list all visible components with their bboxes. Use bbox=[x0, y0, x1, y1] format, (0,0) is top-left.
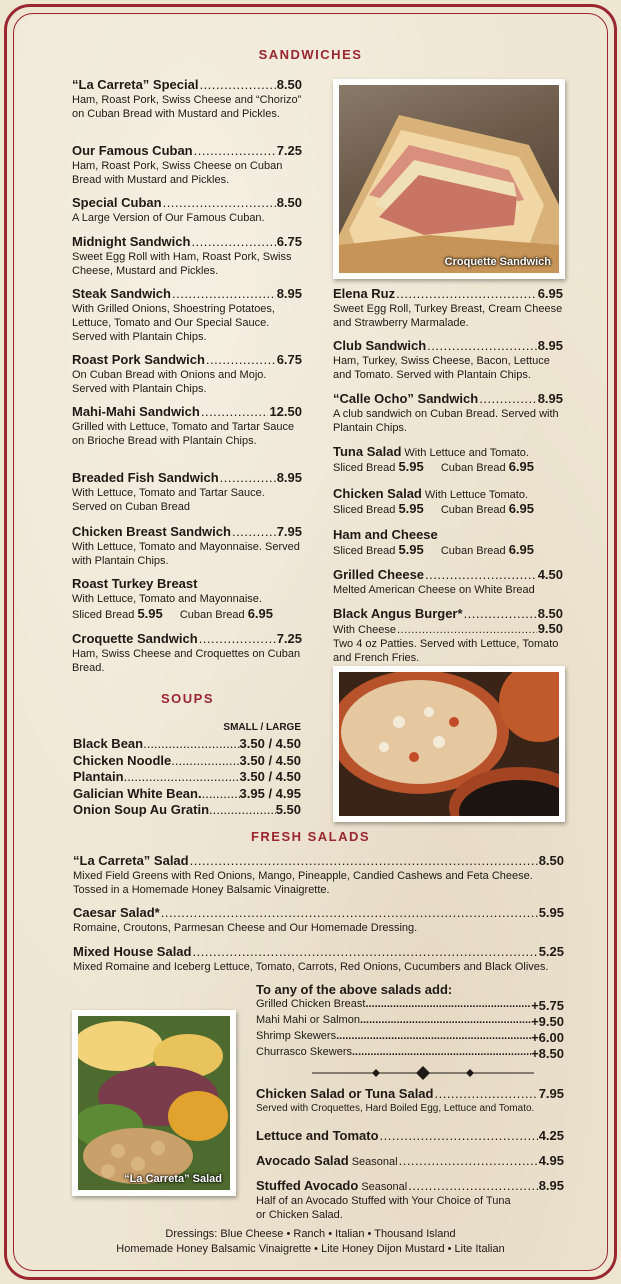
item-price: 5.95 bbox=[538, 905, 564, 920]
addon-name: Churrasco Skewers bbox=[256, 1046, 352, 1058]
item-price: 8.95 bbox=[276, 286, 302, 301]
item-name: Mahi-Mahi Sandwich bbox=[72, 404, 200, 419]
cuban-bread-label: Cuban Bread bbox=[440, 462, 506, 474]
photo-caption: Croquette Sandwich bbox=[444, 256, 551, 268]
item-price: 4.25 bbox=[538, 1128, 564, 1143]
sliced-bread-price: 5.95 bbox=[398, 542, 424, 557]
salad-addon-item bbox=[256, 1030, 564, 1045]
item-price: 4.50 bbox=[537, 567, 563, 582]
item-name: Our Famous Cuban bbox=[72, 143, 193, 158]
croquette-sandwich-photo bbox=[333, 79, 565, 279]
cuban-bread-label: Cuban Bread bbox=[440, 504, 506, 516]
menu-item bbox=[72, 195, 302, 225]
item-name: “La Carreta” Special bbox=[72, 77, 199, 92]
soup-name: Onion Soup Au Gratin bbox=[73, 802, 210, 817]
soup-item bbox=[73, 736, 301, 751]
soups-photo bbox=[333, 666, 565, 822]
cuban-bread-label: Cuban Bread bbox=[179, 609, 245, 621]
item-description: Melted American Cheese on White Bread bbox=[333, 584, 535, 596]
menu-item bbox=[256, 1086, 564, 1116]
item-name: Chicken Breast Sandwich bbox=[72, 524, 231, 539]
menu-item bbox=[256, 1128, 564, 1143]
item-description: A club sandwich on Cuban Bread. Served with Plantain Chips. bbox=[333, 408, 559, 434]
item-name: Steak Sandwich bbox=[72, 286, 171, 301]
item-name: Tuna Salad bbox=[333, 444, 402, 459]
addon-price: +9.50 bbox=[531, 1014, 564, 1029]
with-cheese-price: 9.50 bbox=[537, 621, 563, 636]
item-name: Lettuce and Tomato bbox=[256, 1128, 379, 1143]
salads-heading: FRESH SALADS bbox=[250, 829, 371, 844]
item-description: Two 4 oz Patties. Served with Lettuce, Tomato and French Fries. bbox=[333, 638, 559, 664]
item-bread-prices bbox=[333, 459, 563, 476]
soup-item bbox=[73, 753, 301, 768]
addon-price: +5.75 bbox=[531, 998, 564, 1013]
item-note: With Lettuce and Tomato. bbox=[404, 447, 529, 459]
salad-addon-item bbox=[256, 1046, 564, 1061]
dressings-line-2: Homemade Honey Balsamic Vinaigrette • Lite Honey Dijon Mustard • Lite Italian bbox=[116, 1243, 505, 1255]
sliced-bread-price: 5.95 bbox=[398, 459, 424, 474]
menu-item bbox=[256, 1153, 564, 1168]
item-bread-prices bbox=[72, 606, 302, 623]
with-cheese-label: With Cheese bbox=[333, 624, 396, 636]
soups-heading: SOUPS bbox=[160, 691, 214, 706]
item-name: Roast Turkey Breast bbox=[72, 576, 198, 591]
menu-item bbox=[73, 944, 564, 974]
menu-item bbox=[333, 444, 563, 476]
item-description: A Large Version of Our Famous Cuban. bbox=[72, 212, 265, 224]
item-name: Avocado Salad bbox=[256, 1153, 349, 1168]
soup-price: 3.95 / 4.95 bbox=[239, 786, 301, 801]
menu-item bbox=[333, 338, 563, 382]
addon-name: Shrimp Skewers bbox=[256, 1030, 337, 1042]
salad-addon-item bbox=[256, 998, 564, 1013]
item-description: Sweet Egg Roll, Turkey Breast, Cream Cheese and Strawberry Marmalade. bbox=[333, 303, 563, 329]
menu-item bbox=[333, 286, 563, 330]
menu-item bbox=[333, 527, 563, 559]
item-name: Club Sandwich bbox=[333, 338, 427, 353]
item-description: With Lettuce, Tomato and Tartar Sauce. Served on Cuban Bread bbox=[72, 487, 265, 513]
addon-price: +6.00 bbox=[531, 1030, 564, 1045]
item-note: With Lettuce Tomato. bbox=[424, 489, 528, 501]
item-price: 8.95 bbox=[538, 1178, 564, 1193]
item-name: “Calle Ocho” Sandwich bbox=[333, 391, 479, 406]
soup-name: Galician White Bean. bbox=[73, 786, 202, 801]
item-price: 8.50 bbox=[538, 853, 564, 868]
cuban-bread-label: Cuban Bread bbox=[440, 545, 506, 557]
menu-item bbox=[73, 853, 564, 897]
item-name: Stuffed Avocado bbox=[256, 1178, 359, 1193]
soup-price: 3.50 / 4.50 bbox=[239, 736, 301, 751]
item-price: 8.95 bbox=[537, 391, 563, 406]
addon-name: Grilled Chicken Breast bbox=[256, 998, 366, 1010]
menu-item bbox=[333, 486, 563, 518]
menu-item bbox=[333, 391, 563, 435]
item-name: “La Carreta” Salad bbox=[73, 853, 189, 868]
salad-addons-title: To any of the above salads add: bbox=[256, 982, 453, 997]
menu-item bbox=[72, 352, 302, 396]
photo-caption: “La Carreta” Salad bbox=[124, 1173, 222, 1185]
la-carreta-salad-photo bbox=[72, 1010, 236, 1196]
salad-illustration bbox=[78, 1016, 230, 1190]
menu-item bbox=[72, 524, 302, 568]
item-price: 5.25 bbox=[538, 944, 564, 959]
menu-item bbox=[72, 234, 302, 278]
sliced-bread-label: Sliced Bread bbox=[333, 462, 396, 474]
item-price: 4.95 bbox=[538, 1153, 564, 1168]
item-price: 7.95 bbox=[538, 1086, 564, 1101]
soup-item bbox=[73, 786, 301, 801]
item-name: Chicken Salad or Tuna Salad bbox=[256, 1086, 434, 1101]
sliced-bread-label: Sliced Bread bbox=[72, 609, 135, 621]
item-description: On Cuban Bread with Onions and Mojo. Served with Plantain Chips. bbox=[72, 369, 267, 395]
menu-item bbox=[72, 77, 302, 121]
menu-item bbox=[333, 606, 563, 665]
sliced-bread-price: 5.95 bbox=[137, 606, 163, 621]
item-bread-prices bbox=[333, 501, 563, 518]
item-description: Served with Croquettes, Hard Boiled Egg, Lettuce and Tomato. bbox=[256, 1103, 535, 1114]
item-price: 7.25 bbox=[276, 631, 302, 646]
item-description: With Lettuce, Tomato and Mayonnaise. bbox=[72, 593, 262, 605]
menu-item bbox=[333, 567, 563, 597]
sliced-bread-label: Sliced Bread bbox=[333, 545, 396, 557]
item-description: Grilled with Lettuce, Tomato and Tartar Sauce on Brioche Bread with Plantain Chips. bbox=[72, 421, 295, 447]
item-description: With Lettuce, Tomato and Mayonnaise. Served with Plantain Chips. bbox=[72, 541, 300, 567]
menu-item bbox=[72, 404, 302, 448]
item-price: 12.50 bbox=[269, 404, 302, 419]
item-price: 8.95 bbox=[537, 338, 563, 353]
soup-item bbox=[73, 769, 301, 784]
dressings-line-1: Dressings: Blue Cheese • Ranch • Italian • Thousand Island bbox=[165, 1228, 456, 1240]
item-description: With Grilled Onions, Shoestring Potatoes, Lettuce, Tomato and Our Special Sauce. Served with Plantain Chips. bbox=[72, 303, 275, 343]
menu-item bbox=[72, 143, 302, 187]
soup-bowls-illustration bbox=[339, 672, 559, 816]
item-name: Croquette Sandwich bbox=[72, 631, 198, 646]
menu-item bbox=[72, 631, 302, 675]
soup-price: 5.50 bbox=[275, 802, 301, 817]
item-description: Ham, Turkey, Swiss Cheese, Bacon, Lettuce and Tomato. Served with Plantain Chips. bbox=[333, 355, 550, 381]
item-name: Special Cuban bbox=[72, 195, 162, 210]
item-name: Caesar Salad* bbox=[73, 905, 160, 920]
menu-item bbox=[72, 286, 302, 344]
soup-name: Chicken Noodle bbox=[73, 753, 172, 768]
item-description: Romaine, Croutons, Parmesan Cheese and Our Homemade Dressing. bbox=[73, 922, 418, 934]
item-name: Chicken Salad bbox=[333, 486, 422, 501]
soup-item bbox=[73, 802, 301, 817]
item-price: 7.25 bbox=[276, 143, 302, 158]
sliced-bread-price: 5.95 bbox=[398, 501, 424, 516]
item-price: 8.50 bbox=[276, 77, 302, 92]
cuban-bread-price: 6.95 bbox=[508, 501, 535, 516]
soup-name: Black Bean bbox=[73, 736, 144, 751]
item-description: Ham, Swiss Cheese and Croquettes on Cuban Bread. bbox=[72, 648, 301, 674]
item-price: 8.50 bbox=[276, 195, 302, 210]
soup-name: Plantain bbox=[73, 769, 124, 784]
soups-size-header: SMALL / LARGE bbox=[223, 722, 301, 733]
item-bread-prices bbox=[333, 542, 563, 559]
item-description: Mixed Romaine and Iceberg Lettuce, Tomato, Carrots, Red Onions, Cucumbers and Black Olives. bbox=[73, 961, 549, 973]
ornament-divider bbox=[312, 1066, 534, 1080]
item-price: 8.50 bbox=[537, 606, 563, 621]
item-price: 7.95 bbox=[276, 524, 302, 539]
cuban-bread-price: 6.95 bbox=[508, 459, 535, 474]
item-name: Mixed House Salad bbox=[73, 944, 192, 959]
item-name: Black Angus Burger* bbox=[333, 606, 463, 621]
cuban-bread-price: 6.95 bbox=[508, 542, 535, 557]
item-name: Breaded Fish Sandwich bbox=[72, 470, 219, 485]
sandwich-illustration bbox=[339, 85, 559, 273]
item-price: 6.75 bbox=[276, 234, 302, 249]
salad-addon-item bbox=[256, 1014, 564, 1029]
item-price: 6.75 bbox=[276, 352, 302, 367]
item-note: Seasonal bbox=[361, 1181, 408, 1193]
sandwiches-heading: SANDWICHES bbox=[258, 47, 363, 62]
item-note: Seasonal bbox=[351, 1156, 398, 1168]
sliced-bread-label: Sliced Bread bbox=[333, 504, 396, 516]
menu-item bbox=[73, 905, 564, 935]
item-name: Elena Ruz bbox=[333, 286, 396, 301]
item-name: Ham and Cheese bbox=[333, 527, 438, 542]
item-name: Midnight Sandwich bbox=[72, 234, 191, 249]
menu-item bbox=[256, 1178, 564, 1222]
cuban-bread-price: 6.95 bbox=[247, 606, 274, 621]
item-description: Mixed Field Greens with Red Onions, Mango, Pineapple, Candied Cashews and Feta Cheese. Tossed in a Homemade Honey Balsamic Vinaigrette. bbox=[73, 870, 533, 896]
item-description: Ham, Roast Pork, Swiss Cheese and “Chorizo” on Cuban Bread with Mustard and Pickles. bbox=[72, 94, 302, 120]
item-price: 8.95 bbox=[276, 470, 302, 485]
menu-item bbox=[72, 576, 302, 623]
addon-price: +8.50 bbox=[531, 1046, 564, 1061]
soup-price: 3.50 / 4.50 bbox=[239, 769, 301, 784]
item-description: Sweet Egg Roll with Ham, Roast Pork, Swiss Cheese, Mustard and Pickles. bbox=[72, 251, 292, 277]
item-price: 6.95 bbox=[537, 286, 563, 301]
item-name: Roast Pork Sandwich bbox=[72, 352, 205, 367]
soup-price: 3.50 / 4.50 bbox=[239, 753, 301, 768]
item-name: Grilled Cheese bbox=[333, 567, 425, 582]
item-description: Half of an Avocado Stuffed with Your Choice of Tuna or Chicken Salad. bbox=[256, 1195, 511, 1221]
addon-name: Mahi Mahi or Salmon bbox=[256, 1014, 360, 1026]
item-description: Ham, Roast Pork, Swiss Cheese on Cuban Bread with Mustard and Pickles. bbox=[72, 160, 283, 186]
menu-item bbox=[72, 470, 302, 514]
dressings-list bbox=[0, 1227, 621, 1257]
